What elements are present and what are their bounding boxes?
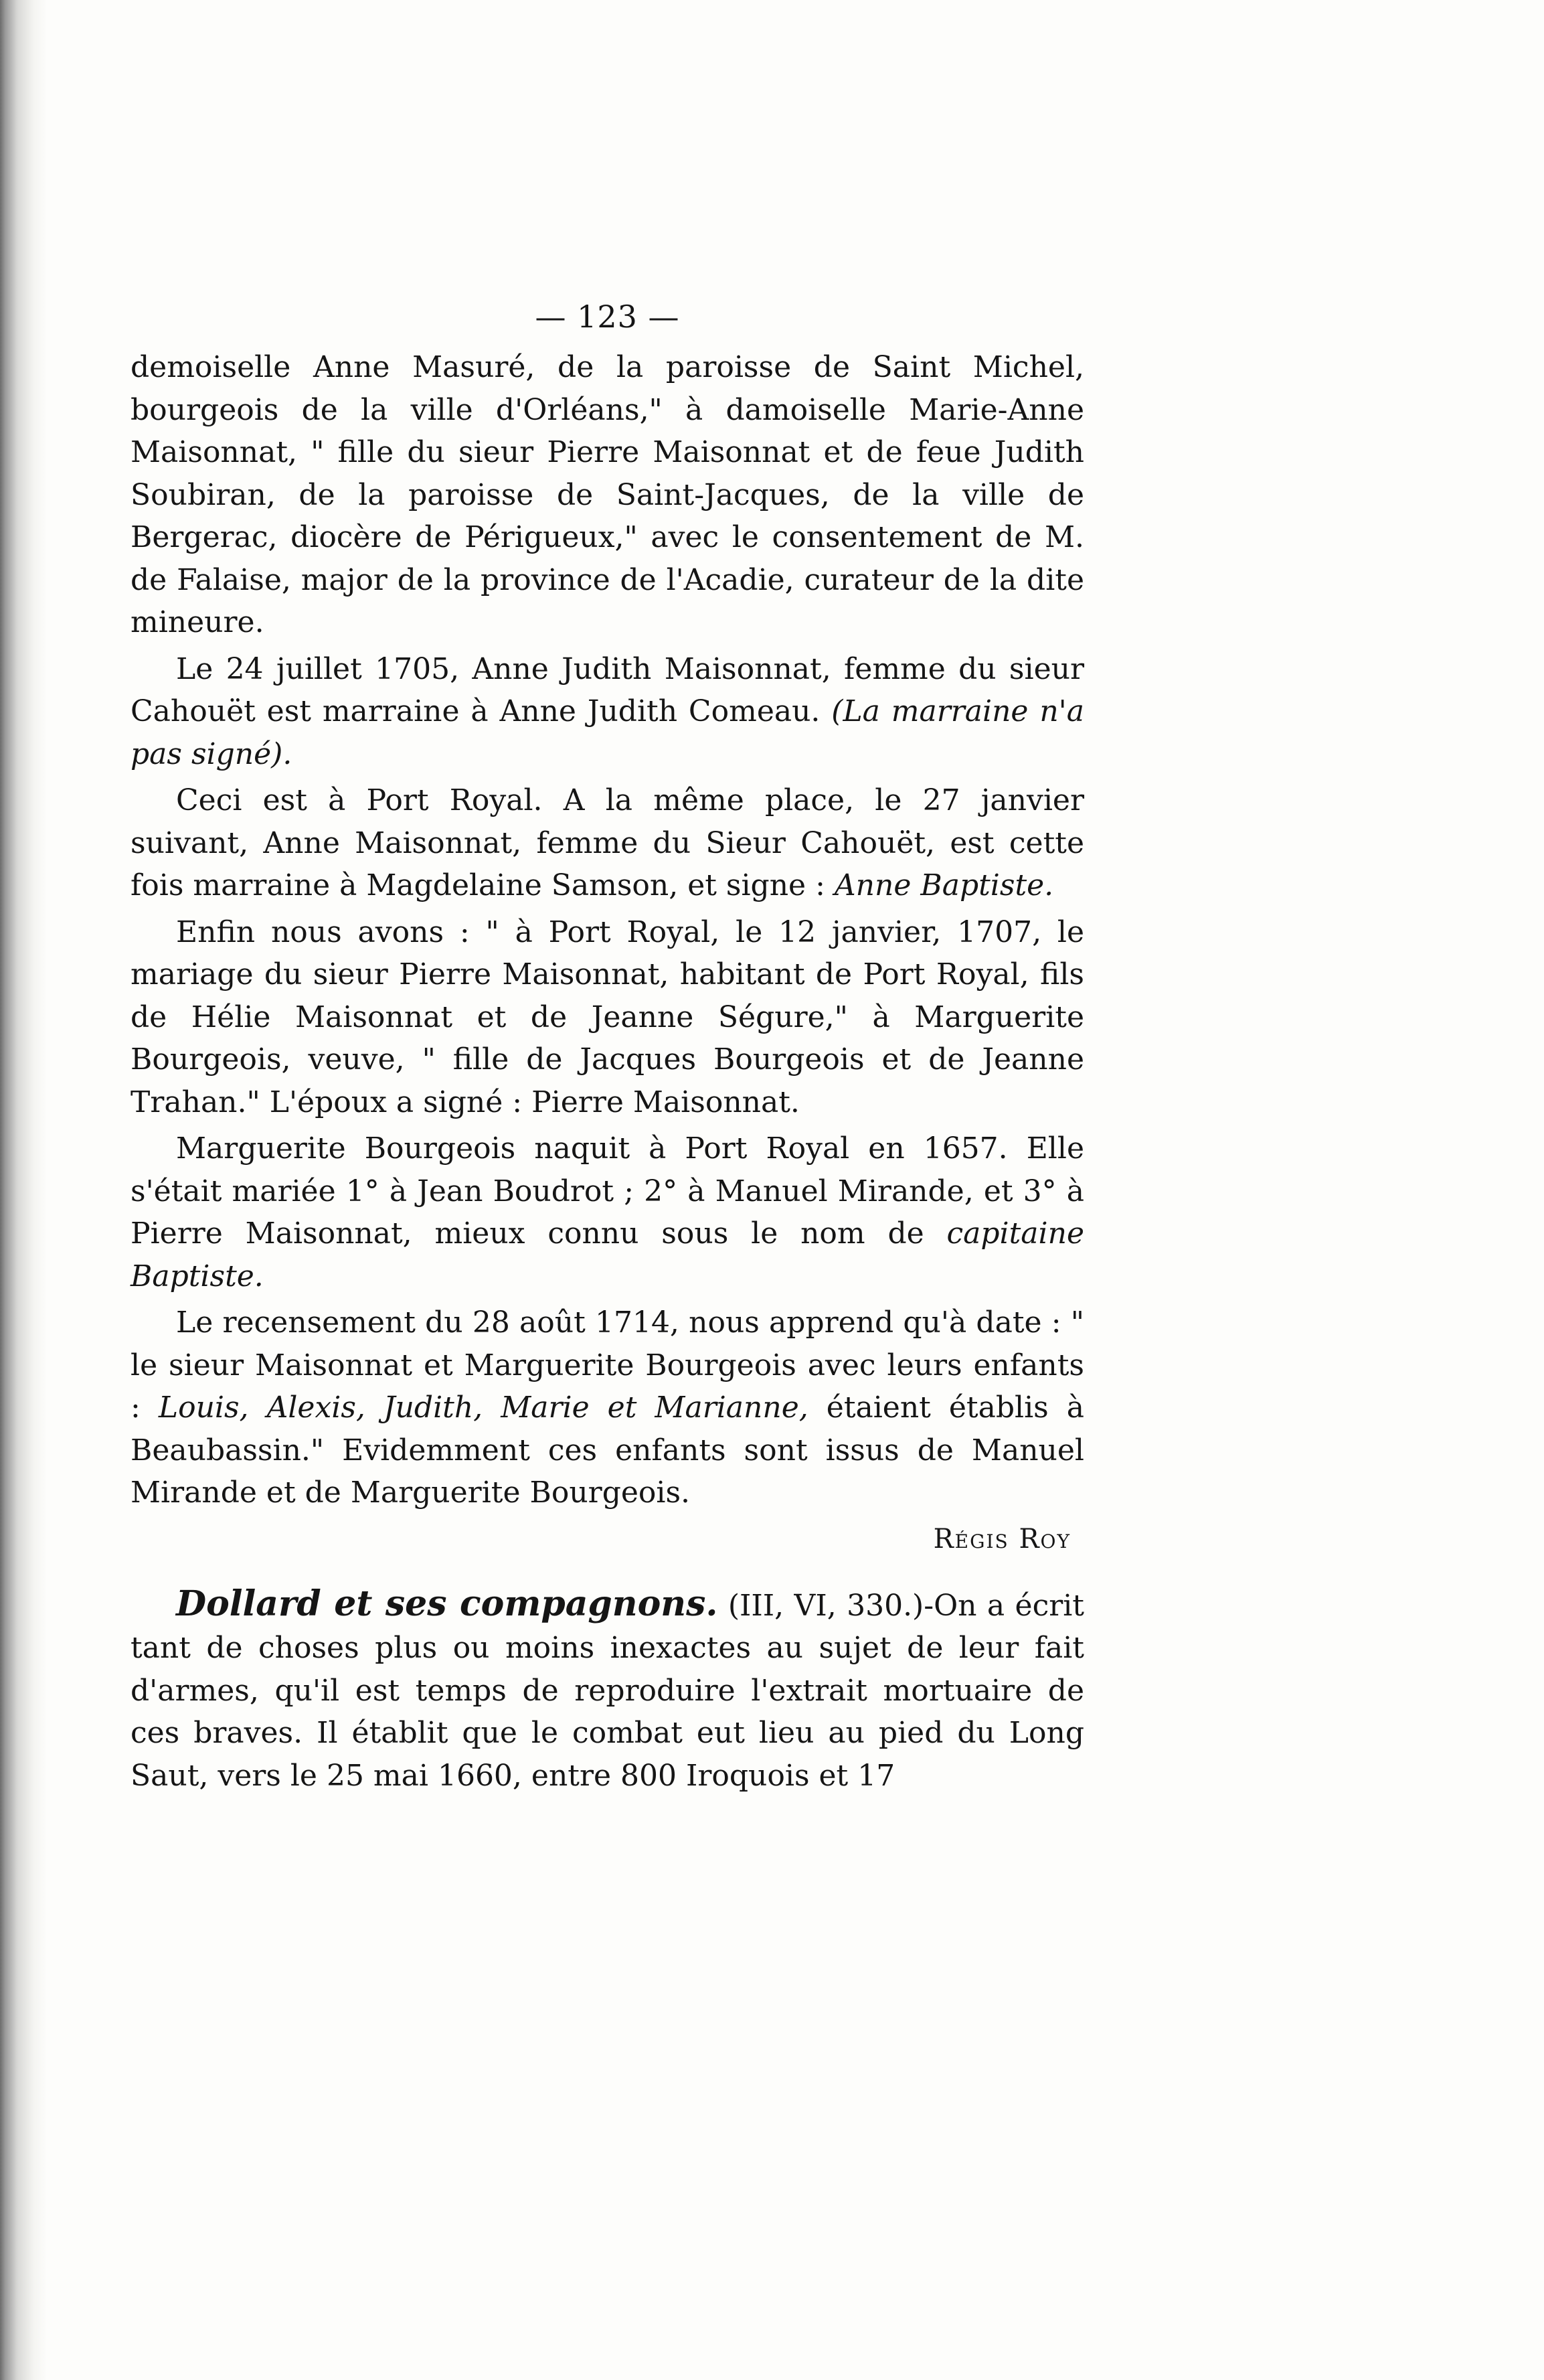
paragraph-5-italic: capitaine Baptiste. — [131, 1216, 1084, 1293]
paragraph-7 — [131, 1583, 1084, 1798]
paragraph-6-text-b: étaient établis à Beaubassin." Evidemment ces enfants sont issus de Manuel Mirande et de Marguerite Bourgeois. — [131, 1391, 1085, 1510]
paragraph-5 — [131, 1127, 1084, 1297]
scan-edge-shadow — [0, 0, 47, 2380]
paragraph-4: Enfin nous avons : " à Port Royal, le 12 janvier, 1707, le mariage du sieur Pierre Maisonnat, habitant de Port Royal, fils de Hélie Maisonnat et de Jeanne Ségure," à Marguerite Bourgeois, veuve, " fille de Jacques Bourgeois et de Jeanne Trahan." L'époux a signé : Pierre Maisonnat. — [131, 915, 1084, 1119]
document-page — [131, 298, 1084, 1801]
page-number: — 123 — — [535, 299, 680, 335]
section-title: Dollard et ses compagnons. — [176, 1583, 718, 1624]
paragraph-2-text: Le 24 juillet 1705, Anne Judith Maisonnat, femme du sieur Cahouët est marraine à Anne Judith Comeau. — [131, 651, 1084, 728]
paragraph-3-italic: Anne Baptiste. — [834, 868, 1054, 902]
paragraph-5-text: Marguerite Bourgeois naquit à Port Royal en 1657. Elle s'était mariée 1° à Jean Boudrot ; 2° à Manuel Mirande, et 3° à Pierre Maisonnat, mieux connu sous le nom de — [131, 1131, 1084, 1251]
paragraph-1: demoiselle Anne Masuré, de la paroisse de Saint Michel, bourgeois de la ville d'Orléans," à damoiselle Marie-Anne Maisonnat, " fille du sieur Pierre Maisonnat et de feue Judith Soubiran, de la paroisse de Saint-Jacques, de la ville de Bergerac, diocère de Périgueux," avec le consentement de M. de Falaise, major de la province de l'Acadie, curateur de la dite mineure. — [131, 350, 1084, 639]
paragraph-6-italic: Louis, Alexis, Judith, Marie et Marianne, — [158, 1391, 808, 1425]
signature: Régis Roy — [933, 1523, 1071, 1555]
paragraph-3 — [131, 779, 1084, 907]
paragraph-3-text: Ceci est à Port Royal. A la même place, le 27 janvier suivant, Anne Maisonnat, femme du Sieur Cahouët, est cette fois marraine à Magdelaine Samson, et signe : — [131, 783, 1084, 902]
paragraph-6-text-a: Le recensement du 28 août 1714, nous apprend qu'à date : " le sieur Maisonnat et Marguerite Bourgeois avec leurs enfants : — [131, 1305, 1084, 1425]
paragraph-7-text: (III, VI, 330.)-On a écrit tant de choses plus ou moins inexactes au sujet de leur fait d'armes, qu'il est temps de reproduire l'extrait mortuaire de ces braves. Il établit que le combat eut lieu au pied du Long Saut, vers le 25 mai 1660, entre 800 Iroquois et 17 — [131, 1588, 1084, 1793]
paragraph-6 — [131, 1301, 1084, 1514]
paragraph-2 — [131, 648, 1084, 776]
paragraph-2-italic: (La marraine n'a pas signé). — [131, 694, 1084, 771]
